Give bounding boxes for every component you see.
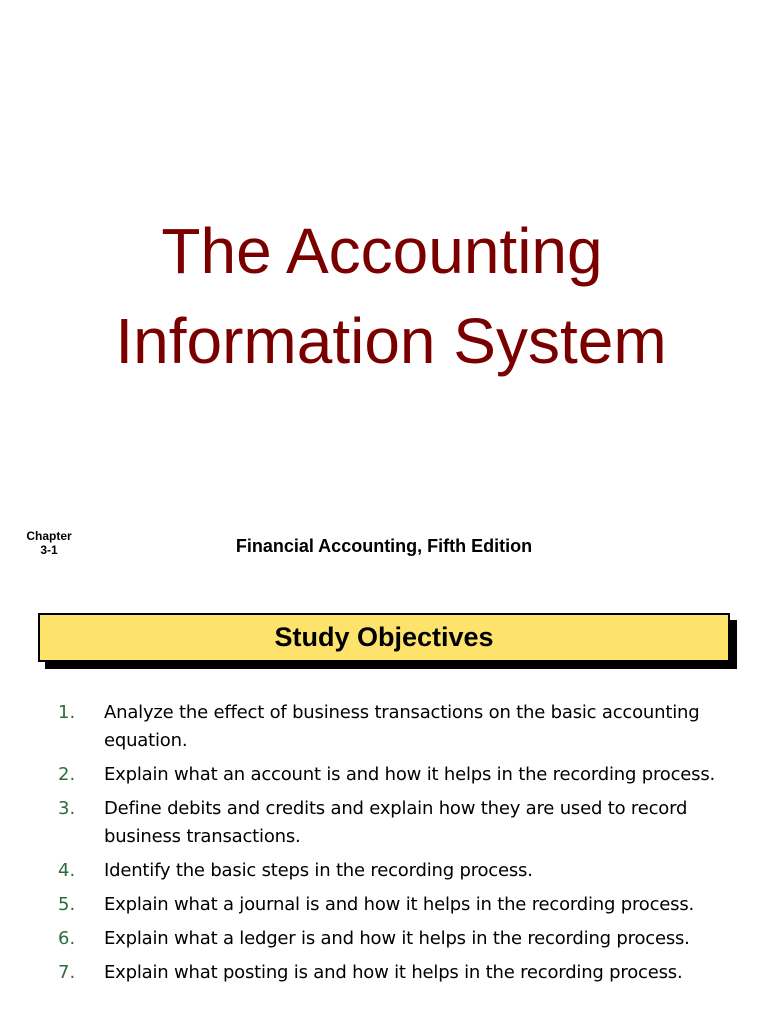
objective-number: 4. (58, 860, 76, 881)
objective-text: Identify the basic steps in the recording process. (104, 860, 533, 881)
objective-item-5 (0, 891, 768, 919)
objective-item-2 (0, 761, 768, 789)
objective-number: 5. (58, 894, 76, 915)
objective-text: Explain what a journal is and how it helps in the recording process. (104, 894, 695, 915)
objective-item-1 (0, 699, 768, 755)
objective-list (0, 699, 768, 993)
slide-title-line-2: Information System (115, 305, 667, 377)
objective-number: 1. (58, 702, 76, 723)
objective-item-7 (0, 959, 768, 987)
book-title: Financial Accounting, Fifth Edition (235, 536, 533, 556)
objective-item-4 (0, 857, 768, 885)
objective-number: 3. (58, 798, 76, 819)
objective-number: 7. (58, 962, 76, 983)
chapter-number: 3-1 (40, 543, 58, 557)
objectives-header (38, 613, 730, 662)
objective-number: 6. (58, 928, 76, 949)
objective-text: Explain what posting is and how it helps in the recording process. (104, 962, 683, 983)
objective-text: Define debits and credits and explain how they are used to record business transactions. (104, 798, 688, 847)
objective-text: Explain what a ledger is and how it helps in the recording process. (104, 928, 690, 949)
objective-number: 2. (58, 764, 76, 785)
objective-item-3 (0, 795, 768, 851)
objective-text: Explain what an account is and how it helps in the recording process. (104, 764, 716, 785)
objective-item-6 (0, 925, 768, 953)
slide-title-line-1: The Accounting (161, 215, 603, 287)
objective-text: Analyze the effect of business transactions on the basic accounting equation. (104, 702, 700, 751)
chapter-text: Chapter (26, 529, 72, 543)
objectives-header-title: Study Objectives (274, 622, 494, 652)
